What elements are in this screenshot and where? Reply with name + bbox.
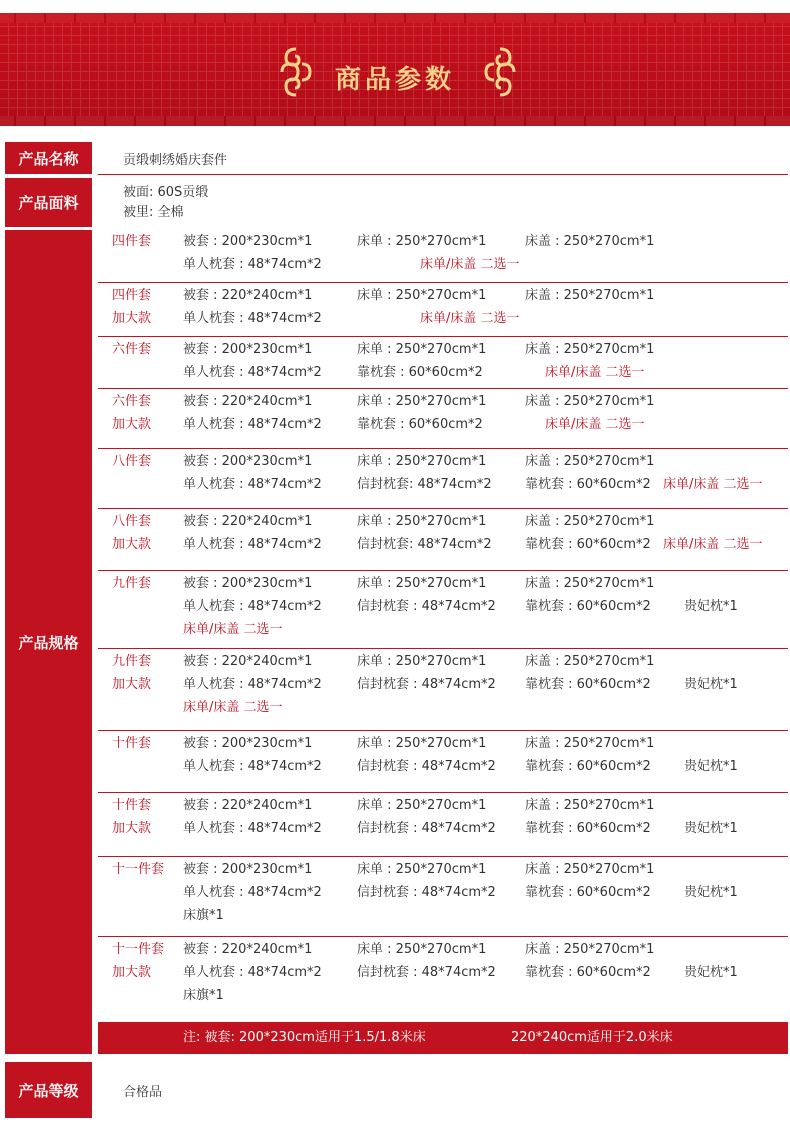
spec-block (5, 732, 788, 794)
spec-item: 靠枕套 : 60*60cm*2 (525, 885, 651, 900)
spec-item: 床单 : 250*270cm*1 (357, 288, 487, 303)
spec-item: 床盖 : 250*270cm*1 (525, 654, 655, 669)
choice-note: 床单/床盖 二选一 (420, 257, 520, 272)
spec-set-name: 十件套 (112, 798, 152, 813)
spec-block (5, 338, 788, 390)
spec-item: 床单 : 250*270cm*1 (357, 654, 487, 669)
spec-set-name: 十一件套 (112, 942, 165, 957)
choice-note: 床单/床盖 二选一 (183, 700, 283, 715)
spec-size-tag: 加大款 (112, 677, 152, 692)
spec-block (5, 858, 788, 938)
spec-item: 信封枕套 : 48*74cm*2 (357, 759, 496, 774)
spec-item: 被套 : 220*240cm*1 (183, 514, 313, 529)
spec-item: 被套 : 200*230cm*1 (183, 234, 313, 249)
row-product-name (5, 142, 788, 174)
row-grade (5, 1062, 788, 1118)
spec-block (5, 284, 788, 338)
spec-item: 单人枕套 : 48*74cm*2 (183, 417, 322, 432)
spec-item: 床盖 : 250*270cm*1 (525, 288, 655, 303)
spec-size-tag: 加大款 (112, 311, 152, 326)
value-grade: 合格品 (123, 1085, 163, 1100)
spec-item: 单人枕套 : 48*74cm*2 (183, 885, 322, 900)
spec-set-name: 八件套 (112, 454, 152, 469)
spec-divider (98, 508, 788, 509)
spec-item: 信封枕套 : 48*74cm*2 (357, 599, 496, 614)
spec-item: 床盖 : 250*270cm*1 (525, 576, 655, 591)
choice-note: 床单/床盖 二选一 (663, 477, 763, 492)
spec-item: 床单 : 250*270cm*1 (357, 942, 487, 957)
spec-item: 床盖 : 250*270cm*1 (525, 454, 655, 469)
spec-block (5, 938, 788, 1022)
row-fabric (5, 178, 788, 227)
spec-divider (98, 570, 788, 571)
fabric-lining: 被里: 全棉 (123, 205, 184, 220)
spec-item: 被套 : 200*230cm*1 (183, 736, 313, 751)
spec-item: 床盖 : 250*270cm*1 (525, 736, 655, 751)
spec-block (5, 230, 788, 284)
spec-item: 信封枕套 : 48*74cm*2 (357, 821, 496, 836)
spec-block (5, 450, 788, 510)
row-divider (98, 174, 788, 175)
note-part-2: 220*240cm适用于2.0米床 (511, 1030, 673, 1045)
spec-item: 床单 : 250*270cm*1 (357, 514, 487, 529)
spec-item: 床盖 : 250*270cm*1 (525, 798, 655, 813)
spec-item: 单人枕套 : 48*74cm*2 (183, 311, 322, 326)
spec-item: 被套 : 220*240cm*1 (183, 288, 313, 303)
label-fabric: 产品面料 (5, 178, 92, 227)
spec-item: 贵妃枕*1 (684, 885, 738, 900)
label-spec: 产品规格 (5, 230, 92, 1054)
spec-item: 靠枕套 : 60*60cm*2 (525, 759, 651, 774)
spec-size-tag: 加大款 (112, 821, 152, 836)
spec-item: 单人枕套 : 48*74cm*2 (183, 965, 322, 980)
spec-divider (98, 648, 788, 649)
spec-item: 床盖 : 250*270cm*1 (525, 514, 655, 529)
spec-item: 床单 : 250*270cm*1 (357, 736, 487, 751)
spec-item: 单人枕套 : 48*74cm*2 (183, 677, 322, 692)
spec-item: 床盖 : 250*270cm*1 (525, 234, 655, 249)
choice-note: 床单/床盖 二选一 (545, 365, 645, 380)
spec-block (5, 794, 788, 858)
spec-item: 被套 : 200*230cm*1 (183, 576, 313, 591)
spec-set-name: 十件套 (112, 736, 152, 751)
spec-item: 床盖 : 250*270cm*1 (525, 862, 655, 877)
spec-item: 信封枕套 : 48*74cm*2 (357, 677, 496, 692)
choice-note: 床单/床盖 二选一 (183, 622, 283, 637)
spec-item: 靠枕套 : 60*60cm*2 (525, 599, 651, 614)
fret-border-bottom (0, 116, 790, 126)
spec-item: 床单 : 250*270cm*1 (357, 234, 487, 249)
spec-divider (98, 336, 788, 337)
header-banner (0, 13, 790, 126)
spec-item: 靠枕套 : 60*60cm*2 (525, 537, 651, 552)
spec-item: 被套 : 220*240cm*1 (183, 654, 313, 669)
size-note (98, 1022, 788, 1054)
spec-item: 贵妃枕*1 (684, 759, 738, 774)
spec-item: 被套 : 200*230cm*1 (183, 342, 313, 357)
spec-size-tag: 加大款 (112, 537, 152, 552)
page-title: 商品参数 (334, 65, 455, 95)
spec-item: 靠枕套 : 60*60cm*2 (525, 965, 651, 980)
choice-note: 床单/床盖 二选一 (663, 537, 763, 552)
spec-item: 被套 : 220*240cm*1 (183, 942, 313, 957)
spec-item: 床单 : 250*270cm*1 (357, 576, 487, 591)
spec-item: 信封枕套 : 48*74cm*2 (357, 885, 496, 900)
spec-item: 床单 : 250*270cm*1 (357, 394, 487, 409)
spec-item: 床单 : 250*270cm*1 (357, 454, 487, 469)
spec-set-name: 六件套 (112, 394, 152, 409)
spec-item: 信封枕套: 48*74cm*2 (357, 537, 492, 552)
spec-item: 单人枕套 : 48*74cm*2 (183, 477, 322, 492)
spec-item: 靠枕套 : 60*60cm*2 (525, 677, 651, 692)
spec-item: 床盖 : 250*270cm*1 (525, 394, 655, 409)
spec-divider (98, 448, 788, 449)
spec-item: 床单 : 250*270cm*1 (357, 862, 487, 877)
value-product-name: 贡缎刺绣婚庆套件 (123, 153, 228, 168)
spec-item: 被套 : 220*240cm*1 (183, 798, 313, 813)
spec-size-tag: 加大款 (112, 965, 152, 980)
spec-item: 信封枕套 : 48*74cm*2 (357, 965, 496, 980)
spec-item: 床单 : 250*270cm*1 (357, 342, 487, 357)
spec-item: 贵妃枕*1 (684, 821, 738, 836)
spec-item: 被套 : 200*230cm*1 (183, 862, 313, 877)
spec-item: 信封枕套: 48*74cm*2 (357, 477, 492, 492)
spec-size-tag: 加大款 (112, 417, 152, 432)
spec-divider (98, 856, 788, 857)
spec-item: 床旗*1 (183, 908, 224, 923)
spec-set-name: 九件套 (112, 654, 152, 669)
value-fabric (123, 183, 788, 223)
spec-item: 床盖 : 250*270cm*1 (525, 342, 655, 357)
spec-set-name: 四件套 (112, 288, 152, 303)
spec-item: 被套 : 200*230cm*1 (183, 454, 313, 469)
fabric-surface: 被面: 60S贡缎 (123, 185, 209, 200)
spec-set-name: 十一件套 (112, 862, 165, 877)
row-spec (5, 230, 788, 1054)
spec-block (5, 650, 788, 732)
spec-item: 靠枕套 : 60*60cm*2 (357, 365, 483, 380)
spec-item: 单人枕套 : 48*74cm*2 (183, 599, 322, 614)
spec-set-name: 四件套 (112, 234, 152, 249)
spec-item: 床单 : 250*270cm*1 (357, 798, 487, 813)
spec-item: 靠枕套 : 60*60cm*2 (525, 477, 651, 492)
spec-set-name: 八件套 (112, 514, 152, 529)
spec-item: 单人枕套 : 48*74cm*2 (183, 821, 322, 836)
spec-divider (98, 730, 788, 731)
spec-item: 单人枕套 : 48*74cm*2 (183, 257, 322, 272)
spec-item: 靠枕套 : 60*60cm*2 (525, 821, 651, 836)
label-product-name: 产品名称 (5, 142, 92, 174)
auspicious-cloud-icon (480, 43, 520, 101)
spec-set-name: 六件套 (112, 342, 152, 357)
spec-item: 床盖 : 250*270cm*1 (525, 942, 655, 957)
spec-block (5, 390, 788, 450)
spec-divider (98, 282, 788, 283)
spec-item: 贵妃枕*1 (684, 965, 738, 980)
spec-item: 单人枕套 : 48*74cm*2 (183, 365, 322, 380)
spec-set-name: 九件套 (112, 576, 152, 591)
spec-divider (98, 388, 788, 389)
spec-item: 靠枕套 : 60*60cm*2 (357, 417, 483, 432)
fret-border-top (0, 13, 790, 23)
choice-note: 床单/床盖 二选一 (420, 311, 520, 326)
choice-note: 床单/床盖 二选一 (545, 417, 645, 432)
spec-item: 贵妃枕*1 (684, 599, 738, 614)
label-grade: 产品等级 (5, 1062, 92, 1118)
spec-item: 贵妃枕*1 (684, 677, 738, 692)
note-part-1: 注: 被套: 200*230cm适用于1.5/1.8米床 (183, 1030, 426, 1045)
spec-item: 单人枕套 : 48*74cm*2 (183, 537, 322, 552)
spec-item: 单人枕套 : 48*74cm*2 (183, 759, 322, 774)
spec-divider (98, 792, 788, 793)
spec-divider (98, 936, 788, 937)
spec-block (5, 510, 788, 572)
spec-item: 被套 : 220*240cm*1 (183, 394, 313, 409)
spec-item: 床旗*1 (183, 988, 224, 1003)
spec-block (5, 572, 788, 650)
